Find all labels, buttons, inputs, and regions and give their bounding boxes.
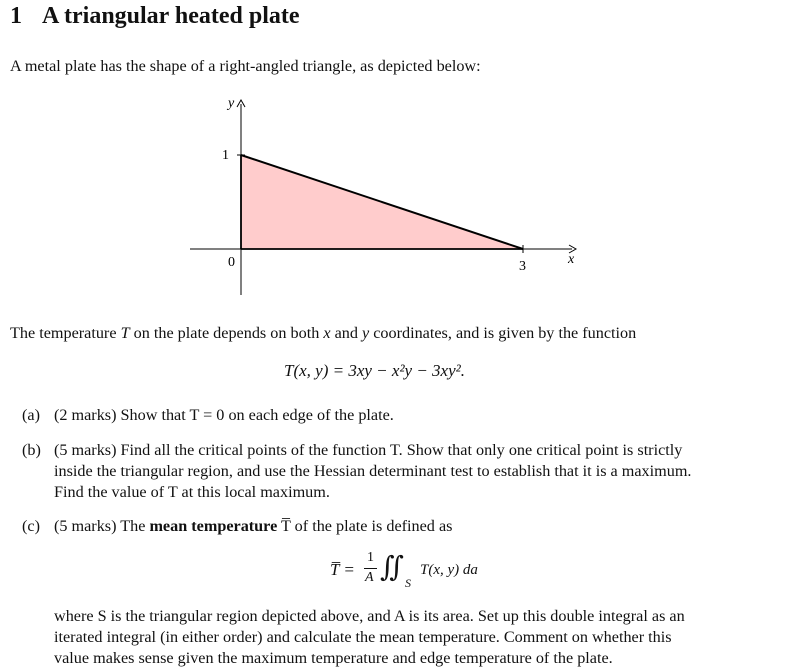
part-c-line4: value makes sense given the maximum temperature and edge temperature of the plate.	[54, 649, 613, 667]
part-c-line1-post: T̅ of the plate is defined as	[277, 517, 453, 535]
section-title: A triangular heated plate	[42, 3, 300, 29]
integral-region: S	[405, 576, 411, 590]
mean-equation	[330, 548, 530, 592]
temp-var-y: y	[362, 324, 370, 342]
triangle-figure	[180, 90, 600, 305]
section-heading	[10, 3, 300, 30]
part-b-line1: (5 marks) Find all the critical points of the function T. Show that only one critical point is strictly	[54, 441, 683, 459]
temp-var-T: T	[120, 324, 130, 342]
part-a-label: (a)	[22, 406, 40, 424]
part-b-line3: Find the value of T at this local maximum.	[54, 483, 330, 501]
x-tick-label: 3	[519, 259, 526, 274]
origin-tick-label: 0	[228, 255, 235, 270]
part-a	[22, 405, 394, 425]
temp-text-3: and	[330, 324, 362, 342]
mean-eq-lhs: T̅ =	[330, 560, 355, 579]
part-b-label: (b)	[22, 441, 41, 459]
integrand: T(x, y) da	[420, 562, 478, 578]
part-b-line2: inside the triangular region, and use the Hessian determinant test to establish that it is a maximum.	[54, 462, 692, 480]
intro-text: A metal plate has the shape of a right-angled triangle, as depicted below:	[10, 57, 481, 75]
frac-numerator: 1	[367, 550, 374, 565]
function-equation: T(x, y) = 3xy − x²y − 3xy².	[284, 361, 465, 380]
y-tick-label: 1	[222, 148, 229, 163]
temperature-sentence	[10, 323, 636, 343]
double-integral-sign: ∬	[380, 552, 404, 583]
temp-text-4: coordinates, and is given by the function	[369, 324, 637, 342]
x-axis-label: x	[568, 252, 575, 267]
temp-text-1: The temperature	[10, 324, 121, 342]
section-number: 1	[10, 3, 22, 29]
part-c-label: (c)	[22, 517, 40, 535]
mean-temperature-term: mean temperature	[149, 517, 278, 535]
y-axis-label: y	[228, 96, 235, 111]
part-c-line2: where S is the triangular region depicted above, and A is its area. Set up this double integral as an	[54, 607, 685, 625]
part-c-line1-pre: (5 marks) The	[54, 517, 150, 535]
part-c-line3: iterated integral (in either order) and calculate the mean temperature. Comment on whether this	[54, 628, 672, 646]
frac-bar	[364, 568, 377, 569]
temp-var-x: x	[323, 324, 331, 342]
frac-denominator: A	[365, 570, 374, 585]
temp-text-2: on the plate depends on both	[129, 324, 324, 342]
part-b	[22, 440, 682, 460]
part-c	[22, 516, 452, 536]
part-a-line1: (2 marks) Show that T = 0 on each edge of the plate.	[54, 406, 394, 424]
